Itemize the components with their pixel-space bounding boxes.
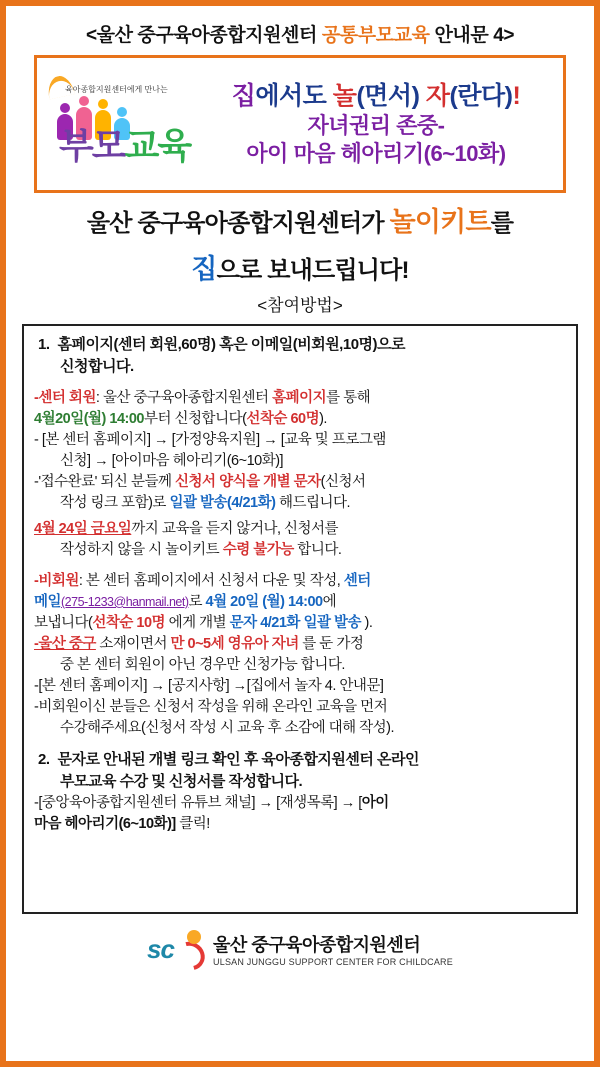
footer <box>16 928 584 970</box>
title-prefix: <울산 중구육아종합지원센터 <box>85 25 322 46</box>
title-highlight: 공통부모교육 <box>321 25 430 46</box>
step-2-path-line: -[중앙육아종합지원센터 유튜브 채널] → [재생목록] → [아이 <box>34 794 389 811</box>
accept-line: -'접수완료' 되신 분들께 신청서 양식을 개별 문자(신청서 <box>34 473 366 490</box>
nonmember-line: -비회원: 본 센터 홈페이지에서 신청서 다운 및 작성, 센터 <box>34 572 371 589</box>
nonmember-path-line: -[본 센터 홈페이지] → [공지사항] →[집에서 놀자 4. 안내문] <box>34 677 384 694</box>
nonmember-mail-line: 메일(275-1233@hanmail.net)로 4월 20일 (월) 14:00에 <box>34 593 337 610</box>
step-1-heading-cont: 신청합니다. <box>60 358 134 376</box>
nonmember-send-line: 보냅니다(선착순 10명 에게 개별 문자 4/21화 일괄 발송 ). <box>34 614 373 631</box>
region-line: -울산 중구 소재이면서 만 0~5세 영유아 자녀 를 둔 가정 <box>34 635 364 652</box>
headline-second-line: 집으로 보내드립니다! <box>191 254 409 285</box>
headline: 울산 중구육아종합지원센터가 놀이키트를 <box>86 207 514 237</box>
logo-wordmark: 부모교육 <box>59 125 191 166</box>
accept-line-2: 작성 링크 포함)로 일괄 발송(4/21화) 해드립니다. <box>60 494 351 511</box>
member-line: -센터 회원: 울산 중구육아종합지원센터 홈페이지를 통해 <box>34 389 371 406</box>
step-1-heading: 1. 홈페이지(센터 회원,60명) 혹은 이메일(비회원,10명)으로 <box>38 336 406 354</box>
title-suffix: 안내문 4> <box>429 25 515 46</box>
region-line-2: 중 본 센터 회원이 아닌 경우만 신청가능 합니다. <box>60 656 345 673</box>
member-date-line: 4월20일(월) 14:00부터 신청합니다(선착순 60명). <box>34 410 327 427</box>
banner <box>34 55 566 193</box>
footer-name-en: ULSAN JUNGGU SUPPORT CENTER FOR CHILDCARE <box>213 957 453 968</box>
banner-logo <box>37 58 195 190</box>
member-path-line-2: 신청] → [아이마음 헤아리기(6~10화)] <box>60 452 284 469</box>
footer-name-kr: 울산 중구육아종합지원센터 <box>213 935 421 956</box>
logo-caption: 육아종합지원센터에게 만나는 <box>65 85 168 94</box>
email-link[interactable]: (275-1233@hanmail.net) <box>61 594 189 609</box>
banner-line-1: 집에서도 놀(면서) 자(란다)! <box>231 81 521 110</box>
member-path-line-1: - [본 센터 홈페이지] → [가정양육지원] → [교육 및 프로그램 <box>34 431 386 448</box>
step-2-heading: 2. 문자로 안내된 개별 링크 확인 후 육아종합지원센터 온라인 <box>38 751 419 769</box>
instructions-box <box>22 324 578 914</box>
deadline-line: 4월 24일 금요일까지 교육을 듣지 않거나, 신청서를 <box>34 520 339 537</box>
participation-subhead: <참여방법> <box>257 296 343 316</box>
banner-line-3: 아이 마음 헤아리기(6~10화) <box>246 141 506 166</box>
step-2-path-line-2: 마음 헤아리기(6~10화)] 클릭! <box>34 815 210 832</box>
center-logo-icon: sc <box>147 928 203 970</box>
banner-text <box>195 80 563 168</box>
step-2-heading-cont: 부모교육 수강 및 신청서를 작성합니다. <box>60 772 303 790</box>
deadline-line-2: 작성하지 않을 시 놀이키트 수령 불가능 합니다. <box>60 541 342 558</box>
footer-text <box>213 931 453 967</box>
banner-line-2: 자녀권리 존중- <box>307 112 445 138</box>
online-edu-line-2: 수강해주세요(신청서 작성 시 교육 후 소감에 대해 작성). <box>60 720 395 737</box>
page-title <box>16 6 584 55</box>
online-edu-line: -비회원이신 분들은 신청서 작성을 위해 온라인 교육을 먼저 <box>34 699 388 715</box>
